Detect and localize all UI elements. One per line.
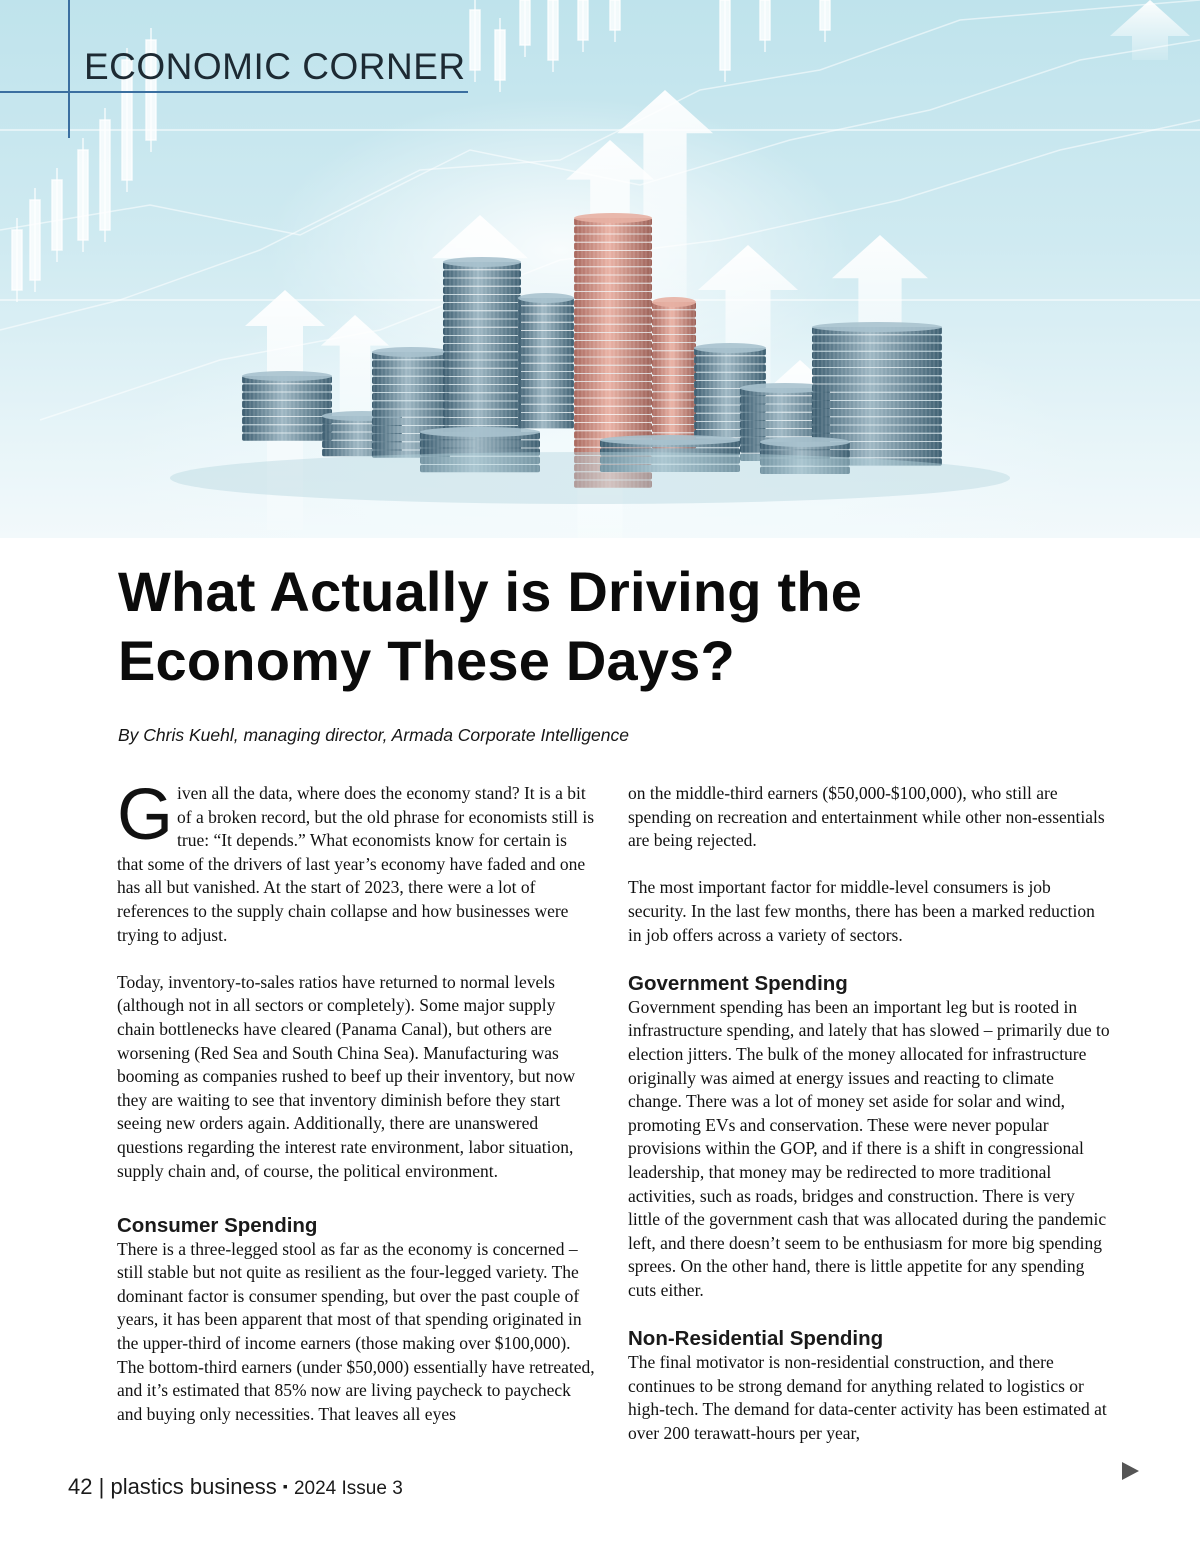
intro-paragraph — [117, 775, 596, 947]
left-column — [117, 775, 596, 1450]
section-rule-horizontal — [0, 91, 468, 93]
publication-name: plastics business — [110, 1474, 277, 1499]
section-label: ECONOMIC CORNER — [84, 46, 466, 87]
coin-stack — [518, 293, 574, 428]
paragraph-consumer: There is a three-legged stool as far as the economy is concerned – still stable but not quite as resilient as the four-legged variety. The dominant factor is consumer spending, but over the past couple of years, it has been apparent that most of that spending originated in the upper-third of income earners (those making over $100,000). The bottom-third earners (under $50,000) essentially have retreated, and it’s estimated that 85% now are living paycheck to paycheck and buying only necessities. That leaves all eyes — [117, 1238, 595, 1424]
paragraph-job-security: The most important factor for middle-level consumers is job security. In the last few months, there has been a marked reduction in job offers across a variety of sectors. — [628, 877, 1095, 945]
heading-non-residential-spending: Non-Residential Spending — [628, 1327, 884, 1351]
hero-image — [0, 0, 1200, 538]
article-title-line-2: Economy These Days? — [118, 628, 735, 692]
intro-text: iven all the data, where does the economy stand? It is a bit of a broken record, but the old phrase for economists still is true: “It depends.” What economists know for certain is that some of the drivers of last year’s economy have faded and one has all but vanished. At the start of 2023, there were a lot of references to the supply chain collapse and how businesses were trying to adjust. — [117, 783, 594, 945]
article-title — [118, 558, 1078, 696]
paragraph-government: Government spending has been an important leg but is rooted in infrastructure spending, and lately that has slowed – primarily due to election jitters. The bulk of the money allocated for infrastructure originally was aimed at energy issues and reacting to climate change. There was a lot of money set aside for solar and wind, promoting EVs and conservation. These were never popular provisions within the GOP, and if there is a shift in congressional leadership, that money may be redirected to more traditional activities, such as roads, bridges and construction. There is very little of the government cash that was allocated during the pandemic left, and there doesn’t seem to be enthusiasm for more big spending sprees. On the other hand, there is little appetite for any spending cuts either. — [628, 996, 1110, 1300]
up-arrow-icon — [1110, 0, 1190, 60]
paragraph-inventory: Today, inventory-to-sales ratios have returned to normal levels (although not in all sectors or completely). Some major supply chain bottlenecks have cleared (Panama Canal), but others are worsening (Red Sea and South China Sea). Manufacturing was booming as companies rushed to beef up their inventory, but now they are waiting to see that inventory diminish before they start seeing new orders again. Additionally, there are unanswered questions regarding the interest rate environment, labor situation, supply chain and, of course, the political environment. — [117, 971, 576, 1181]
drop-cap: G — [117, 775, 174, 855]
coin-stack — [242, 371, 332, 441]
heading-government-spending: Government Spending — [628, 971, 848, 995]
page-number: 42 — [68, 1474, 93, 1499]
article-title-line-1: What Actually is Driving the — [118, 560, 863, 623]
section-rule-vertical — [68, 0, 70, 138]
byline: By Chris Kuehl, managing director, Armada Corporate Intelligence — [118, 725, 630, 745]
triangle-right-icon[interactable] — [1122, 1462, 1139, 1480]
page-footer — [68, 1474, 403, 1500]
heading-consumer-spending: Consumer Spending — [117, 1213, 318, 1237]
paragraph-middle-third: on the middle-third earners ($50,000-$100,000), who still are spending on recreation and entertainment while other non-essentials are being rejected. — [628, 783, 1105, 851]
copper-coin-stack — [652, 297, 696, 449]
paragraph-non-residential: The final motivator is non-residential construction, and there continues to be strong demand for anything related to logistics or high-tech. The demand for data-center activity has been estimated at over 200 terawatt-hours per year, — [628, 1352, 1107, 1443]
footer-separator: | — [98, 1474, 105, 1499]
right-column — [628, 782, 1111, 1469]
issue-label: 2024 Issue 3 — [293, 1478, 403, 1499]
footer-bullet: ▪ — [282, 1478, 288, 1494]
